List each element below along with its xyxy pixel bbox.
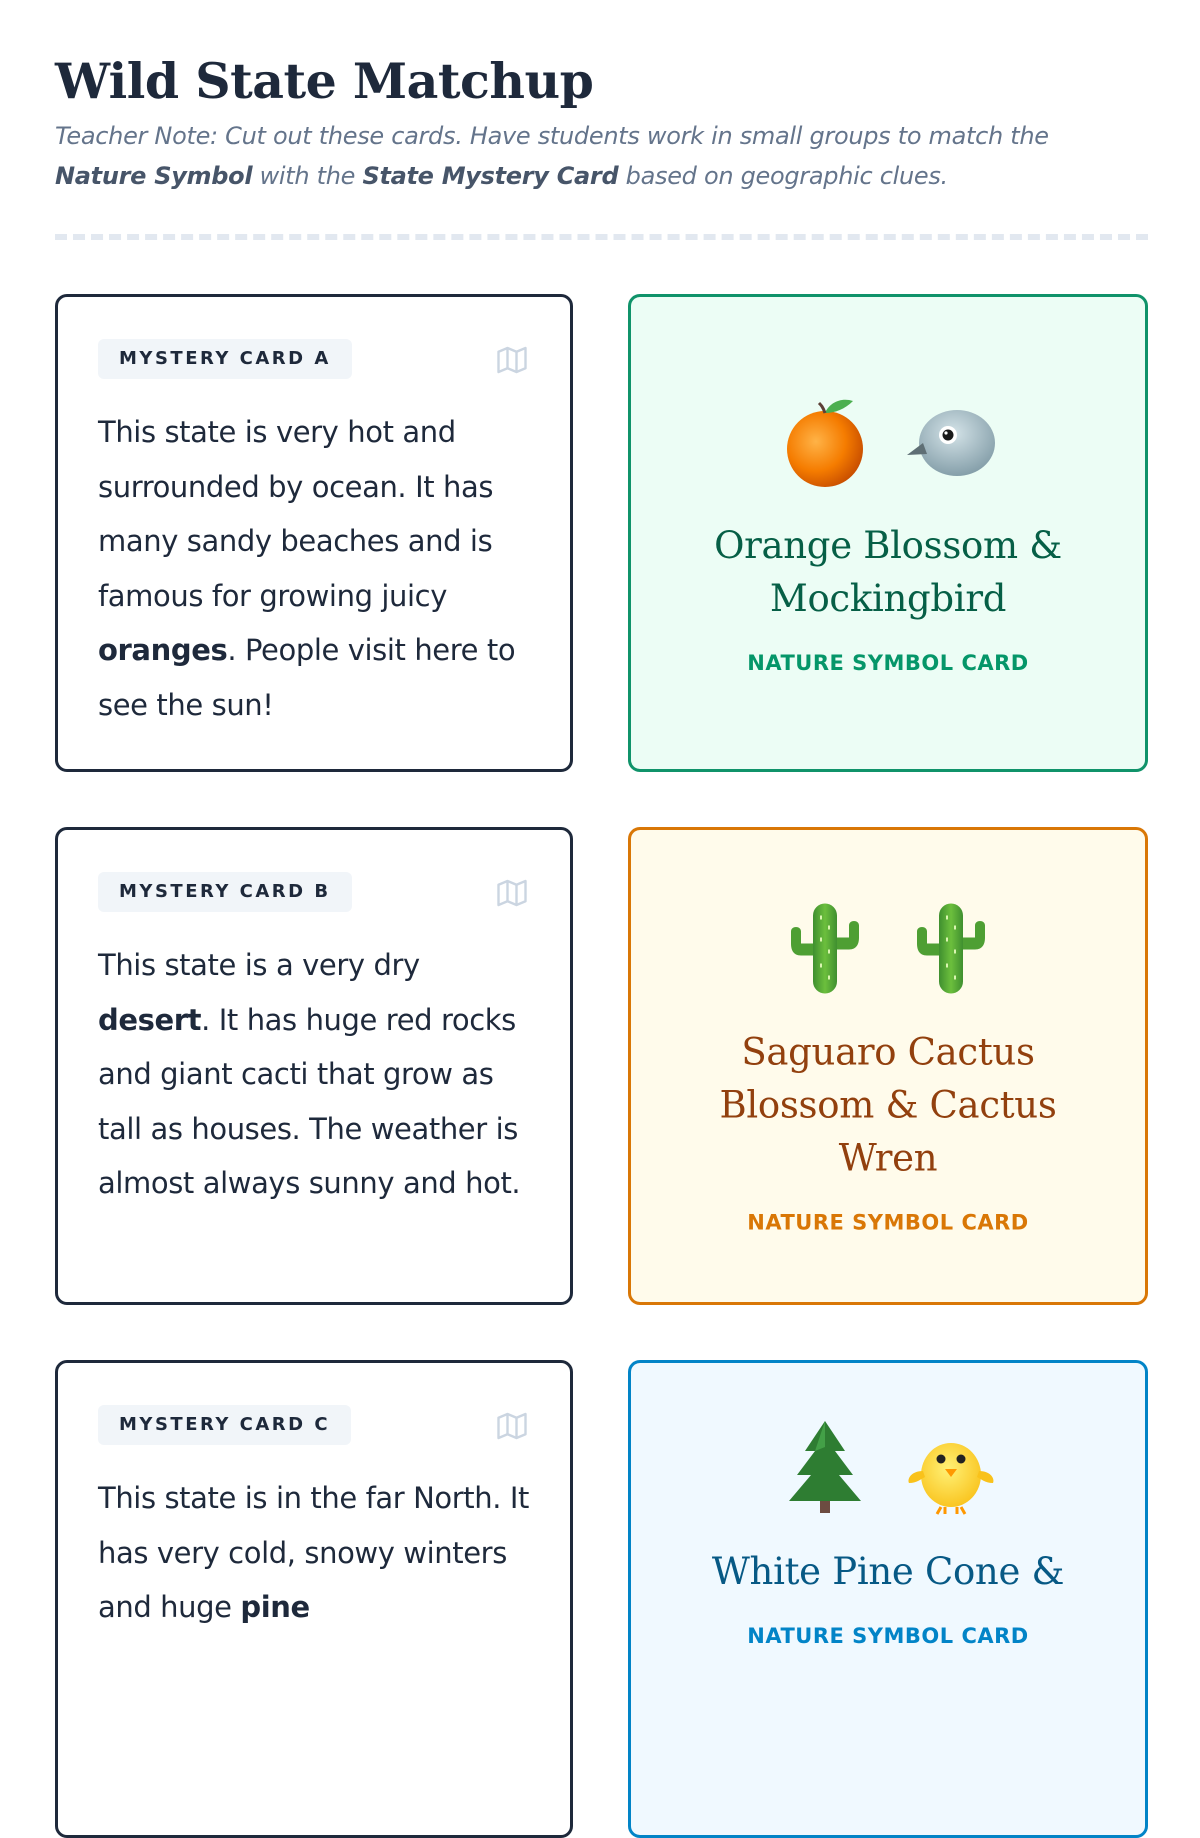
bird-icon [905,391,997,491]
page-title: Wild State Matchup [55,52,594,110]
symbol-card-content [631,391,1145,675]
mystery-clue [98,1471,538,1635]
cactus-icon [905,898,997,998]
clue-keyword: oranges [98,633,228,667]
symbol-name: Saguaro Cactus Blossom & Cactus Wren [719,1030,1057,1180]
map-icon [494,342,530,378]
clue-keyword: pine [240,1590,310,1624]
dashed-divider [55,234,1148,240]
teacher-note-emphasis: Nature Symbol [55,162,253,190]
symbol-name: White Pine Cone & [711,1550,1065,1593]
mystery-clue [98,405,538,732]
symbol-emojis [631,898,1145,998]
symbol-card-label: NATURE SYMBOL CARD [747,1624,1029,1648]
card-row [55,1360,1148,1838]
nature-symbol-card[interactable] [628,827,1148,1305]
clue-keyword: desert [98,1002,202,1037]
mystery-clue [98,938,538,1211]
evergreen-tree-icon [779,1417,871,1517]
chick-icon [905,1417,997,1517]
nature-symbol-card[interactable] [628,294,1148,772]
card-row [55,294,1148,772]
teacher-note-emphasis: State Mystery Card [362,162,619,190]
symbol-emojis [631,1417,1145,1517]
cactus-icon [779,898,871,998]
teacher-note-text: with the [252,162,363,190]
symbol-emojis [631,391,1145,491]
mystery-card-tag: MYSTERY CARD C [98,1405,351,1445]
symbol-card-label: NATURE SYMBOL CARD [747,1210,1029,1235]
symbol-card-label: NATURE SYMBOL CARD [747,651,1029,675]
clue-text: . It has huge red rocks and giant cacti that grow as tall as houses. The weather is almost always sunny and hot. [98,1002,521,1200]
mystery-card-tag: MYSTERY CARD B [98,872,352,912]
symbol-card-content [631,1417,1145,1648]
mystery-card[interactable] [55,1360,573,1838]
teacher-note [55,116,1135,196]
mystery-card[interactable] [55,294,573,772]
teacher-note-text: Teacher Note: Cut out these cards. Have students work in small groups to match the [55,122,1049,150]
symbol-card-content [631,898,1145,1235]
nature-symbol-card[interactable] [628,1360,1148,1838]
clue-text: This state is a very dry [98,948,420,982]
clue-text: . People visit here to see the sun! [98,633,516,722]
card-row [55,827,1148,1305]
map-icon [494,875,530,911]
orange-icon [779,391,871,491]
clue-text: This state is in the far North. It has very cold, snowy winters and huge [98,1481,530,1624]
mystery-card[interactable] [55,827,573,1305]
symbol-name: Orange Blossom & Mockingbird [714,524,1062,620]
mystery-card-tag: MYSTERY CARD A [98,339,352,379]
clue-text: This state is very hot and surrounded by ocean. It has many sandy beaches and is famous for growing juicy [98,415,494,613]
map-icon [494,1408,530,1444]
teacher-note-text: based on geographic clues. [618,162,948,190]
